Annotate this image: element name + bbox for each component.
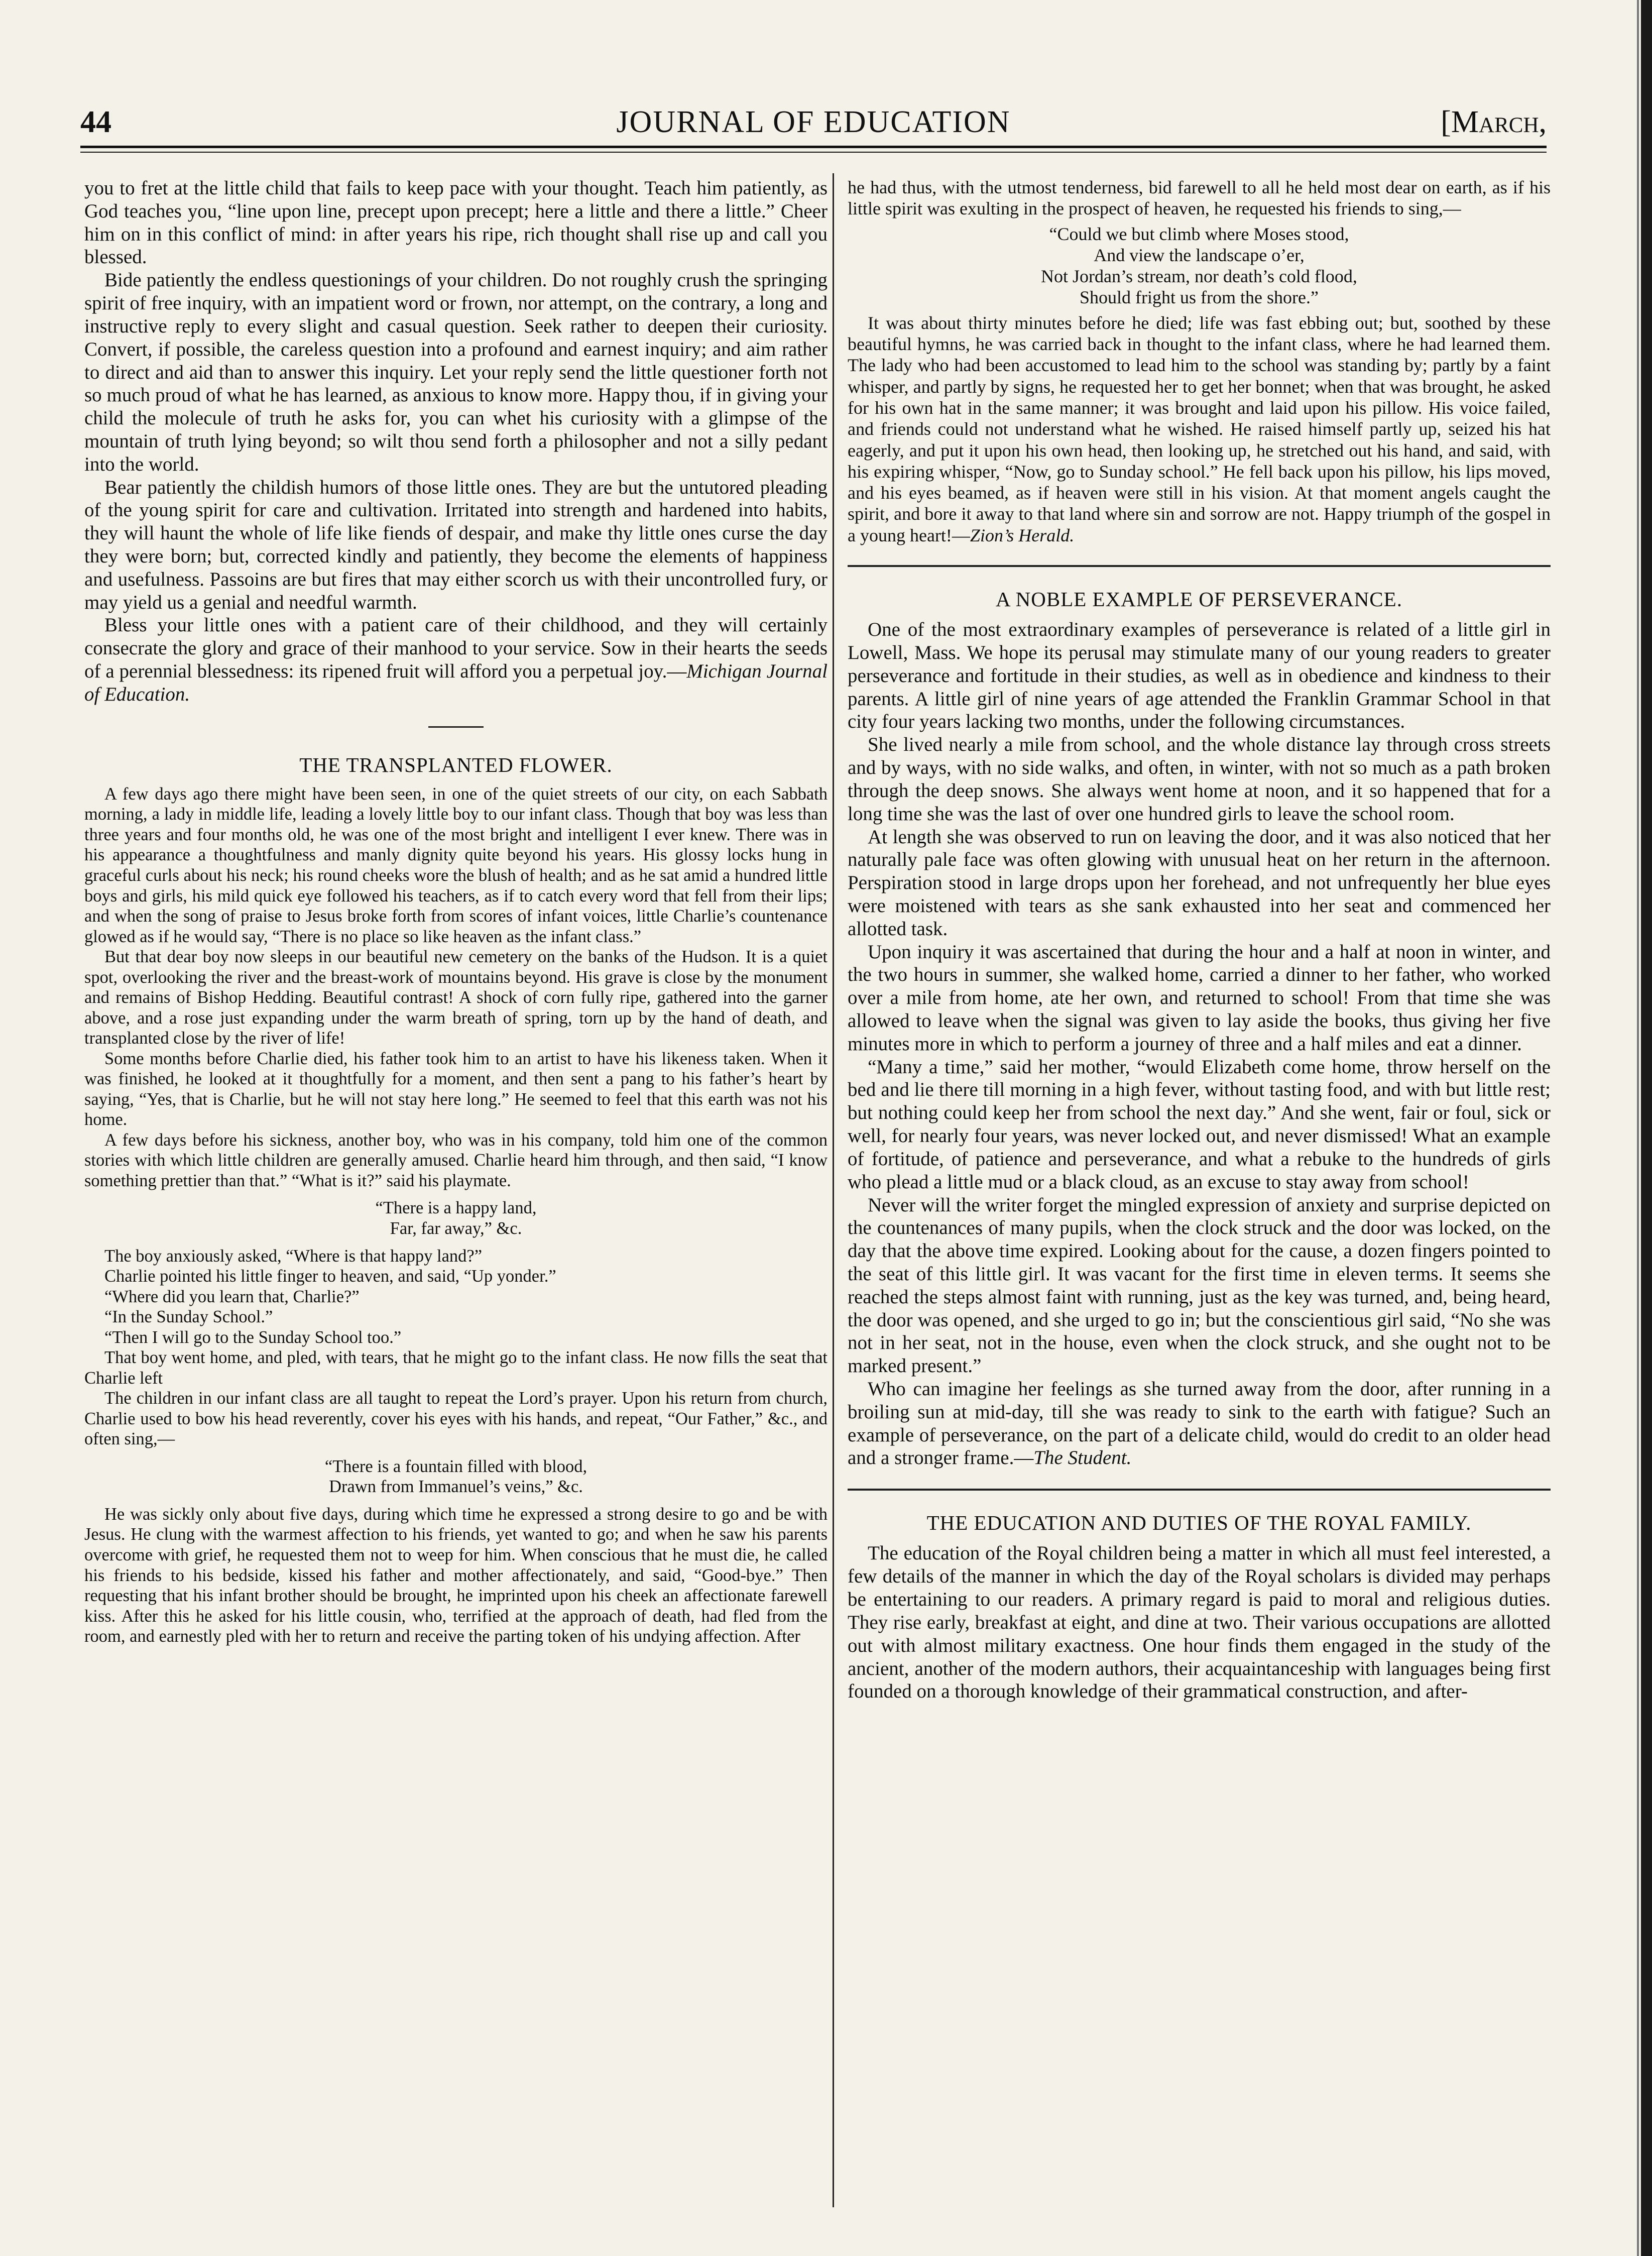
paragraph xyxy=(848,312,1551,546)
paragraph xyxy=(848,1378,1551,1470)
source-citation: The Student. xyxy=(1033,1447,1132,1469)
article-title: THE EDUCATION AND DUTIES OF THE ROYAL FAMILY. xyxy=(926,1511,1472,1535)
verse-line: “There is a fountain filled with blood, xyxy=(324,1456,587,1476)
page-edge-shadow xyxy=(1641,0,1652,2256)
paragraph-text: It was about thirty minutes before he died; life was fast ebbing out; but, soothed by these beautiful hymns, he was carried back in thought to the infant class, where he had learned them. The lady who had been accustomed to lead him to the school was standing by; partly by a faint whisper, and partly by signs, he requested her to get her bonnet; when that was brought, he asked for his own hat in the same manner; it was brought and laid upon his pillow. His voice failed, and friends could not understand what he wished. He raised himself partly up, seized his hat eagerly, and put it upon his own head, then looking up, he stretched out his hand, and said, with his expiring whisper, “Now, go to Sunday school.” He fell back upon his pillow, his lips moved, and his eyes beamed, as if heaven were still in his vision. At that moment angels caught the spirit, and bore it away to that land where sin and sorrow are not. Happy triumph of the gospel in a young heart!— xyxy=(848,312,1551,545)
header-rule-thick xyxy=(80,146,1547,148)
paragraph: But that dear boy now sleeps in our beautiful new cemetery on the banks of the Hudson. It is a quiet spot, overlooking the river and the breast-work of mountains beyond. His grave is close by the monument and remains of Bishop Hedding. Beautiful contrast! A shock of corn fully ripe, gathered into the garner above, and a rose just expanding under the warm breath of spring, torn up by the hand of death, and transplanted close by the river of life! xyxy=(84,947,828,1048)
article-title: A NOBLE EXAMPLE OF PERSEVERANCE. xyxy=(996,588,1402,611)
article-title: THE TRANSPLANTED FLOWER. xyxy=(299,753,613,776)
paragraph-text: Bless your little ones with a patient care of their childhood, and they will certainly consecrate the glory and grace of their manhood to your service. Sow in their hearts the seeds of a perennial blessedness: its ripened fruit will afford you a perpetual joy.— xyxy=(84,614,828,683)
article-body xyxy=(84,784,828,1647)
dialog-line: The boy anxiously asked, “Where is that happy land?” xyxy=(104,1246,483,1266)
paragraph: At length she was observed to run on leaving the door, and it was also noticed that her naturally pale face was often glowing with unusual heat on her return in the afternoon. Perspiration stood in large drops upon her forehead, and not unfrequently her blue eyes were moistened with tears as she sank exhausted into her seat and commenced her allotted task. xyxy=(848,826,1551,940)
section-separator xyxy=(848,565,1551,567)
verse xyxy=(848,223,1551,308)
paragraph: Never will the writer forget the mingled expression of anxiety and surprise depicted on the countenances of many pupils, when the clock struck and the door was locked, on the day that the above time expired. Looking about for the cause, a dozen fingers pointed to the seat of this little girl. It was vacant for the first time in eleven terms. It seems she reached the steps almost faint with running, just as the key was turned, and, being heard, the door was opened, and she urged to go in; but the conscientious girl said, “No she was not in her seat, not in the house, even when the clock struck, and she ought not to be marked present.” xyxy=(848,1194,1551,1377)
paragraph: A few days ago there might have been seen, in one of the quiet streets of our city, on each Sabbath morning, a lady in middle life, leading a lovely little boy to our infant class. Though that boy was less than three years and four months old, he was one of the most bright and intelligent I ever knew. There was in his appearance a thoughtfulness and manly dignity quite beyond his years. His glossy locks hung in graceful curls about his neck; his round cheeks wore the blush of health; and as he sat amid a hundred little boys and girls, his mild quick eye followed his teachers, as if to catch every word that fell from their lips; and when the song of praise to Jesus broke forth from scores of infant voices, little Charlie’s countenance glowed as if he would say, “There is no place so like heaven as the infant class.” xyxy=(84,784,828,946)
verse-line: Not Jordan’s stream, nor death’s cold flood, xyxy=(1041,266,1357,287)
section-separator xyxy=(848,1489,1551,1491)
verse-line: Should fright us from the shore.” xyxy=(1080,287,1319,308)
left-column xyxy=(84,177,828,1647)
article-body xyxy=(848,1542,1551,1703)
paragraph: She lived nearly a mile from school, and the whole distance lay through cross streets and by ways, with no side walks, and often, in winter, with not so much as a path broken through the deep snows. She always went home at noon, and it so happened that for a long time she was the last of over one hundred girls to leave the school room. xyxy=(848,734,1551,825)
verse-line: Far, far away,” &c. xyxy=(390,1219,522,1238)
verse-line: “Could we but climb where Moses stood, xyxy=(1049,223,1349,244)
dialog-line: Charlie pointed his little finger to heaven, and said, “Up yonder.” xyxy=(104,1267,556,1286)
journal-title: JOURNAL OF EDUCATION xyxy=(616,105,1011,139)
verse xyxy=(84,1456,828,1497)
source-citation: Zion’s Herald. xyxy=(970,525,1075,545)
paragraph: he had thus, with the utmost tenderness, bid farewell to all he held most dear on earth, as if his little spirit was exulting in the prospect of heaven, he requested his friends to sing,— xyxy=(848,177,1551,219)
dialog-line: “Where did you learn that, Charlie?” xyxy=(104,1287,360,1306)
verse-line: Drawn from Immanuel’s veins,” &c. xyxy=(329,1477,583,1497)
dialog-line: “In the Sunday School.” xyxy=(104,1307,273,1327)
verse-line: “There is a happy land, xyxy=(375,1198,537,1218)
section-separator xyxy=(428,726,484,728)
paragraph: Some months before Charlie died, his father took him to an artist to have his likeness taken. When it was finished, he looked at it thoughtfully for a moment, and then sent a pang to his father’s heart by saying, “Yes, that is Charlie, but he will not stay here long.” He seemed to feel that this earth was not his home. xyxy=(84,1049,828,1130)
column-divider xyxy=(833,173,834,2207)
paragraph: One of the most extraordinary examples of perseverance is related of a little girl in Lowell, Mass. We hope its perusal may stimulate many of our young readers to greater perseverance and fortitude in their studies, as well as in obedience and kindness to their parents. A little girl of nine years of age attended the Franklin Grammar School in that city four years lacking two months, under the following circumstances. xyxy=(848,619,1551,733)
paragraph: The children in our infant class are all taught to repeat the Lord’s prayer. Upon his return from church, Charlie used to bow his head reverently, cover his eyes with his hands, and repeat, “Our Father,” &c., and often sing,— xyxy=(84,1389,828,1449)
paragraph: The education of the Royal children being a matter in which all must feel interested, a few details of the manner in which the day of the Royal scholars is divided may perhaps be entertaining to our readers. A primary regard is paid to moral and religious duties. They rise early, breakfast at eight, and dine at two. Their various occupations are allotted out with almost military exactness. One hour finds them engaged in the study of the ancient, another of the modern authors, their acquaintanceship with languages being first founded on a thorough knowledge of their grammatical construction, and after- xyxy=(848,1542,1551,1703)
right-column xyxy=(848,177,1551,1703)
paragraph: He was sickly only about five days, during which time he expressed a strong desire to go and be with Jesus. He clung with the warmest affection to his friends, yet wanted to go; and when he saw his parents overcome with grief, he requested them not to weep for him. When conscious that he must die, he called his friends to his bedside, kissed his father and mother affectionately, and said, “Good-bye.” Then requesting that his infant brother should be brought, he imprinted upon his cheek an affectionate farewell kiss. After this he asked for his little cousin, who, terrified at the approach of death, had fled from the room, and earnestly pled with her to return and receive the parting token of his undying affection. After xyxy=(84,1504,828,1646)
dialog-line: “Then I will go to the Sunday School too.” xyxy=(104,1327,402,1347)
paragraph: A few days before his sickness, another boy, who was in his company, told him one of the common stories with which little children are generally amused. Charlie heard him through, and then said, “I know something prettier than that.” “What is it?” said his playmate. xyxy=(84,1130,828,1190)
paragraph: Bear patiently the childish humors of those little ones. They are but the untutored pleading of the young spirit for care and cultivation. Irritated into strength and hardened into habits, they will haunt the whole of life like fiends of despair, and make thy little ones curse the day they were born; but, corrected kindly and patiently, they become the elements of happiness and usefulness. Passoins are but fires that may either scorch us with their uncontrolled fury, or may yield us a genial and needful warmth. xyxy=(84,476,828,613)
paragraph-text: Who can imagine her feelings as she turned away from the door, after running in a broiling sun at mid-day, till she was ready to sink to the earth with fatigue? Such an example of perseverance, on the part of a delicate child, would do credit to an older head and a stronger frame.— xyxy=(848,1378,1551,1469)
paragraph: Bide patiently the endless questionings of your children. Do not roughly crush the springing spirit of free inquiry, with an impatient word or frown, nor attempt, on the contrary, a long and instructive reply to every slight and casual question. Seek rather to deepen their curiosity. Convert, if possible, the careless question into a profound and earnest inquiry; and aim rather to direct and aid than to answer this inquiry. Let your reply send the little questioner forth not so much proud of what he has learned, as anxious to know more. Happy thou, if in giving your child the molecule of truth he asks for, you can whet his curiosity with a glimpse of the mountain of truth lying beyond; so wilt thou send forth a philosopher and not a silly pedant into the world. xyxy=(84,269,828,475)
paragraph: That boy went home, and pled, with tears, that he might go to the infant class. He now fills the seat that Charlie left xyxy=(84,1348,828,1388)
article-body xyxy=(848,618,1551,1470)
page-edge-line xyxy=(1637,0,1639,2256)
article-continuation xyxy=(848,177,1551,546)
page-number: 44 xyxy=(80,105,111,139)
paragraph xyxy=(84,614,828,706)
running-header xyxy=(80,104,1547,145)
verse-line: And view the landscape o’er, xyxy=(1094,245,1305,265)
header-rule-thin xyxy=(80,152,1547,153)
paragraph: “Many a time,” said her mother, “would Elizabeth come home, throw herself on the bed and lie there till morning in a high fever, without tasting food, and with but little rest; but nothing could keep her from school the next day.” And she went, fair or foul, sick or well, for nearly four years, was never locked out, and never dismissed! What an example of fortitude, of patience and perseverance, and what a rebuke to the hundreds of girls who plead a little mud or a black cloud, as an excuse to stay away from school! xyxy=(848,1056,1551,1193)
source-citation: Michigan Journal of Education. xyxy=(84,660,828,705)
verse xyxy=(84,1198,828,1238)
paragraph: Upon inquiry it was ascertained that during the hour and a half at noon in winter, and the two hours in summer, she walked home, carried a dinner to her father, who worked over a mile from home, ate her own, and returned to school! From that time she was allowed to leave when the signal was given to lay aside the books, thus giving her five minutes more in which to perform a journey of three and a half miles and eat a dinner. xyxy=(848,941,1551,1055)
paragraph: you to fret at the little child that fails to keep pace with your thought. Teach him patiently, as God teaches you, “line upon line, precept upon precept; here a little and there a little.” Cheer him on in this conflict of mind: in after years his ripe, rich thought shall rise up and call you blessed. xyxy=(84,177,828,268)
issue-month: [March, xyxy=(1441,105,1547,139)
